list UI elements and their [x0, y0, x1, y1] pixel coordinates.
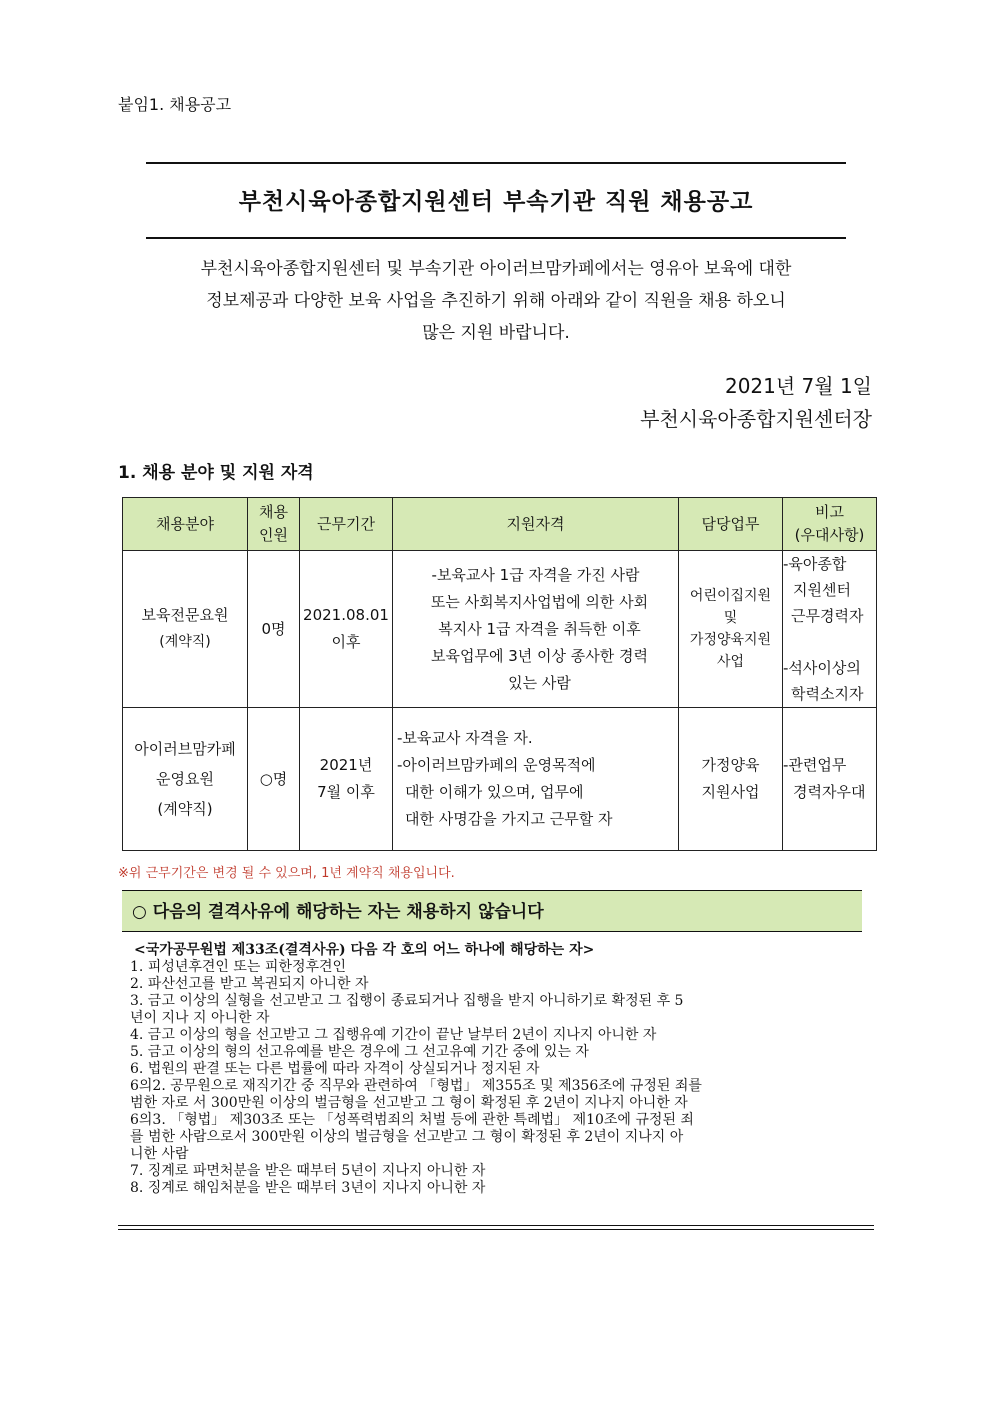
qualification-line: -보육교사 1급 자격을 가진 사람 [431, 565, 640, 584]
remark-line: -석사이상의 [783, 659, 861, 677]
disqualification-list [130, 942, 860, 1197]
closing-rule [118, 1229, 874, 1230]
signer: 부천시육아종합지원센터장 [640, 407, 872, 431]
col-header-field: 채용분야 [123, 498, 248, 551]
list-item: 년이 지나 지 아니한 자 [130, 1010, 270, 1026]
list-item: 를 범한 사람으로서 300만원 이상의 벌금형을 선고받고 그 형이 확정된 후 2년이 지나지 아 [130, 1129, 684, 1145]
col-header-period: 근무기간 [300, 498, 393, 551]
intro-line: 정보제공과 다양한 보육 사업을 추진하기 위해 아래와 같이 직원을 채용 하오니 [206, 291, 786, 311]
field-contract-type: (계약직) [157, 800, 213, 818]
table-row [123, 551, 877, 708]
remark-line: 근무경력자 [791, 607, 864, 625]
law-heading: <국가공무원법 제33조(결격사유) 다음 각 호의 어느 하나에 해당하는 자> [134, 942, 595, 958]
qualification-line: -아이러브맘카페의 운영목적에 [397, 756, 596, 774]
remark-spacer [783, 629, 876, 655]
cell-duty [679, 708, 783, 851]
remark-line: 지원센터 [793, 581, 851, 599]
cell-remarks [783, 551, 877, 708]
field-name: 운영요원 [156, 770, 214, 788]
qualification-line: 대한 사명감을 가지고 근무할 자 [405, 810, 613, 828]
qualification-line: 있는 사람 [508, 673, 571, 692]
field-name: 아이러브맘카페 [134, 740, 236, 758]
col-header-remarks-line: (우대사항) [794, 526, 865, 544]
list-item: 5. 금고 이상의 형의 선고유예를 받은 경우에 그 선고유예 기간 중에 있는 자 [130, 1044, 589, 1060]
list-item: 8. 징계로 해임처분을 받은 때부터 3년이 지나지 아니한 자 [130, 1180, 486, 1196]
list-item: 니한 사람 [130, 1146, 189, 1162]
list-item: 6. 법원의 판결 또는 다른 법률에 따라 자격이 상실되거나 정지된 자 [130, 1061, 540, 1077]
qualification-line: 또는 사회복지사업법에 의한 사회 [430, 592, 649, 611]
col-header-count [248, 498, 300, 551]
duty-line: 지원사업 [701, 783, 760, 801]
disqualification-heading: ○ 다음의 결격사유에 해당하는 자는 채용하지 않습니다 [122, 890, 862, 932]
period-line: 이후 [331, 633, 361, 651]
duty-line: 및 [723, 610, 738, 626]
duty-line: 어린이집지원 [689, 588, 772, 604]
qualification-line: 대한 이해가 있으며, 업무에 [405, 783, 584, 801]
qualification-line: 복지사 1급 자격을 취득한 이후 [438, 619, 641, 638]
table-row [123, 708, 877, 851]
announcement-date: 2021년 7월 1일 [724, 374, 872, 398]
recruitment-table [122, 497, 877, 851]
list-item: 4. 금고 이상의 형을 선고받고 그 집행유예 기간이 끝난 날부터 2년이 지나지 아니한 자 [130, 1027, 657, 1043]
page-title: 부천시육아종합지원센터 부속기관 직원 채용공고 [238, 189, 754, 215]
list-item: 7. 징계로 파면처분을 받은 때부터 5년이 지나지 아니한 자 [130, 1163, 486, 1179]
remark-line: -육아종합 [783, 555, 847, 573]
list-item: 1. 피성년후견인 또는 피한정후견인 [130, 959, 347, 975]
period-line: 2021년 [319, 756, 373, 774]
field-name: 보육전문요원 [141, 606, 229, 624]
closing-rule [118, 1225, 874, 1226]
section-title: 1. 채용 분야 및 지원 자격 [118, 463, 314, 483]
cell-period [300, 708, 393, 851]
cell-qualification [393, 708, 679, 851]
list-item: 범한 자로 서 300만원 이상의 벌금형을 선고받고 그 형이 확정된 후 2년이 지나지 아니한 자 [130, 1095, 688, 1111]
col-header-remarks [783, 498, 877, 551]
col-header-duty: 담당업무 [679, 498, 783, 551]
table-header-row [123, 498, 877, 551]
list-item: 3. 금고 이상의 실형을 선고받고 그 집행이 종료되거나 집행을 받지 아니하기로 확정된 후 5 [130, 993, 684, 1009]
duty-line: 사업 [716, 654, 745, 670]
qualification-line: -보육교사 자격을 자. [397, 729, 533, 747]
cell-remarks [783, 708, 877, 851]
list-item: 2. 파산선고를 받고 복권되지 아니한 자 [130, 976, 369, 992]
list-item: 6의2. 공무원으로 재직기간 중 직무와 관련하여 「형법」 제355조 및 제356조에 규정된 죄를 [130, 1078, 702, 1094]
title-bottom-rule [146, 237, 846, 239]
intro-paragraph [150, 253, 842, 349]
cell-count: ○명 [248, 708, 300, 851]
duty-line: 가정양육지원 [689, 632, 772, 648]
remark-line: 경력자우대 [793, 783, 866, 801]
list-item: 6의3. 「형법」 제303조 또는 「성폭력범죄의 처벌 등에 관한 특례법」 제10조에 규정된 죄 [130, 1112, 694, 1128]
field-contract-type: (계약직) [159, 634, 211, 650]
period-line: 2021.08.01 [303, 606, 389, 624]
cell-duty [679, 551, 783, 708]
remark-line: 학력소지자 [791, 685, 864, 703]
cell-field [123, 551, 248, 708]
cell-count: 0명 [248, 551, 300, 708]
cell-qualification [393, 551, 679, 708]
title-top-rule [146, 162, 846, 164]
period-line: 7월 이후 [317, 783, 375, 801]
col-header-remarks-line: 비고 [815, 503, 844, 521]
duty-line: 가정양육 [701, 756, 760, 774]
remark-line: -관련업무 [783, 756, 847, 774]
intro-line: 많은 지원 바랍니다. [422, 323, 570, 343]
intro-line: 부천시육아종합지원센터 및 부속기관 아이러브맘카페에서는 영유아 보육에 대한 [200, 259, 792, 279]
attachment-label: 붙임1. 채용공고 [118, 95, 232, 114]
col-header-count-line: 채용 [259, 503, 288, 521]
cell-period [300, 551, 393, 708]
period-note: ※위 근무기간은 변경 될 수 있으며, 1년 계약직 채용입니다. [118, 866, 455, 881]
cell-field [123, 708, 248, 851]
col-header-qualification: 지원자격 [393, 498, 679, 551]
col-header-count-line: 인원 [259, 526, 288, 544]
qualification-line: 보육업무에 3년 이상 종사한 경력 [431, 646, 648, 665]
